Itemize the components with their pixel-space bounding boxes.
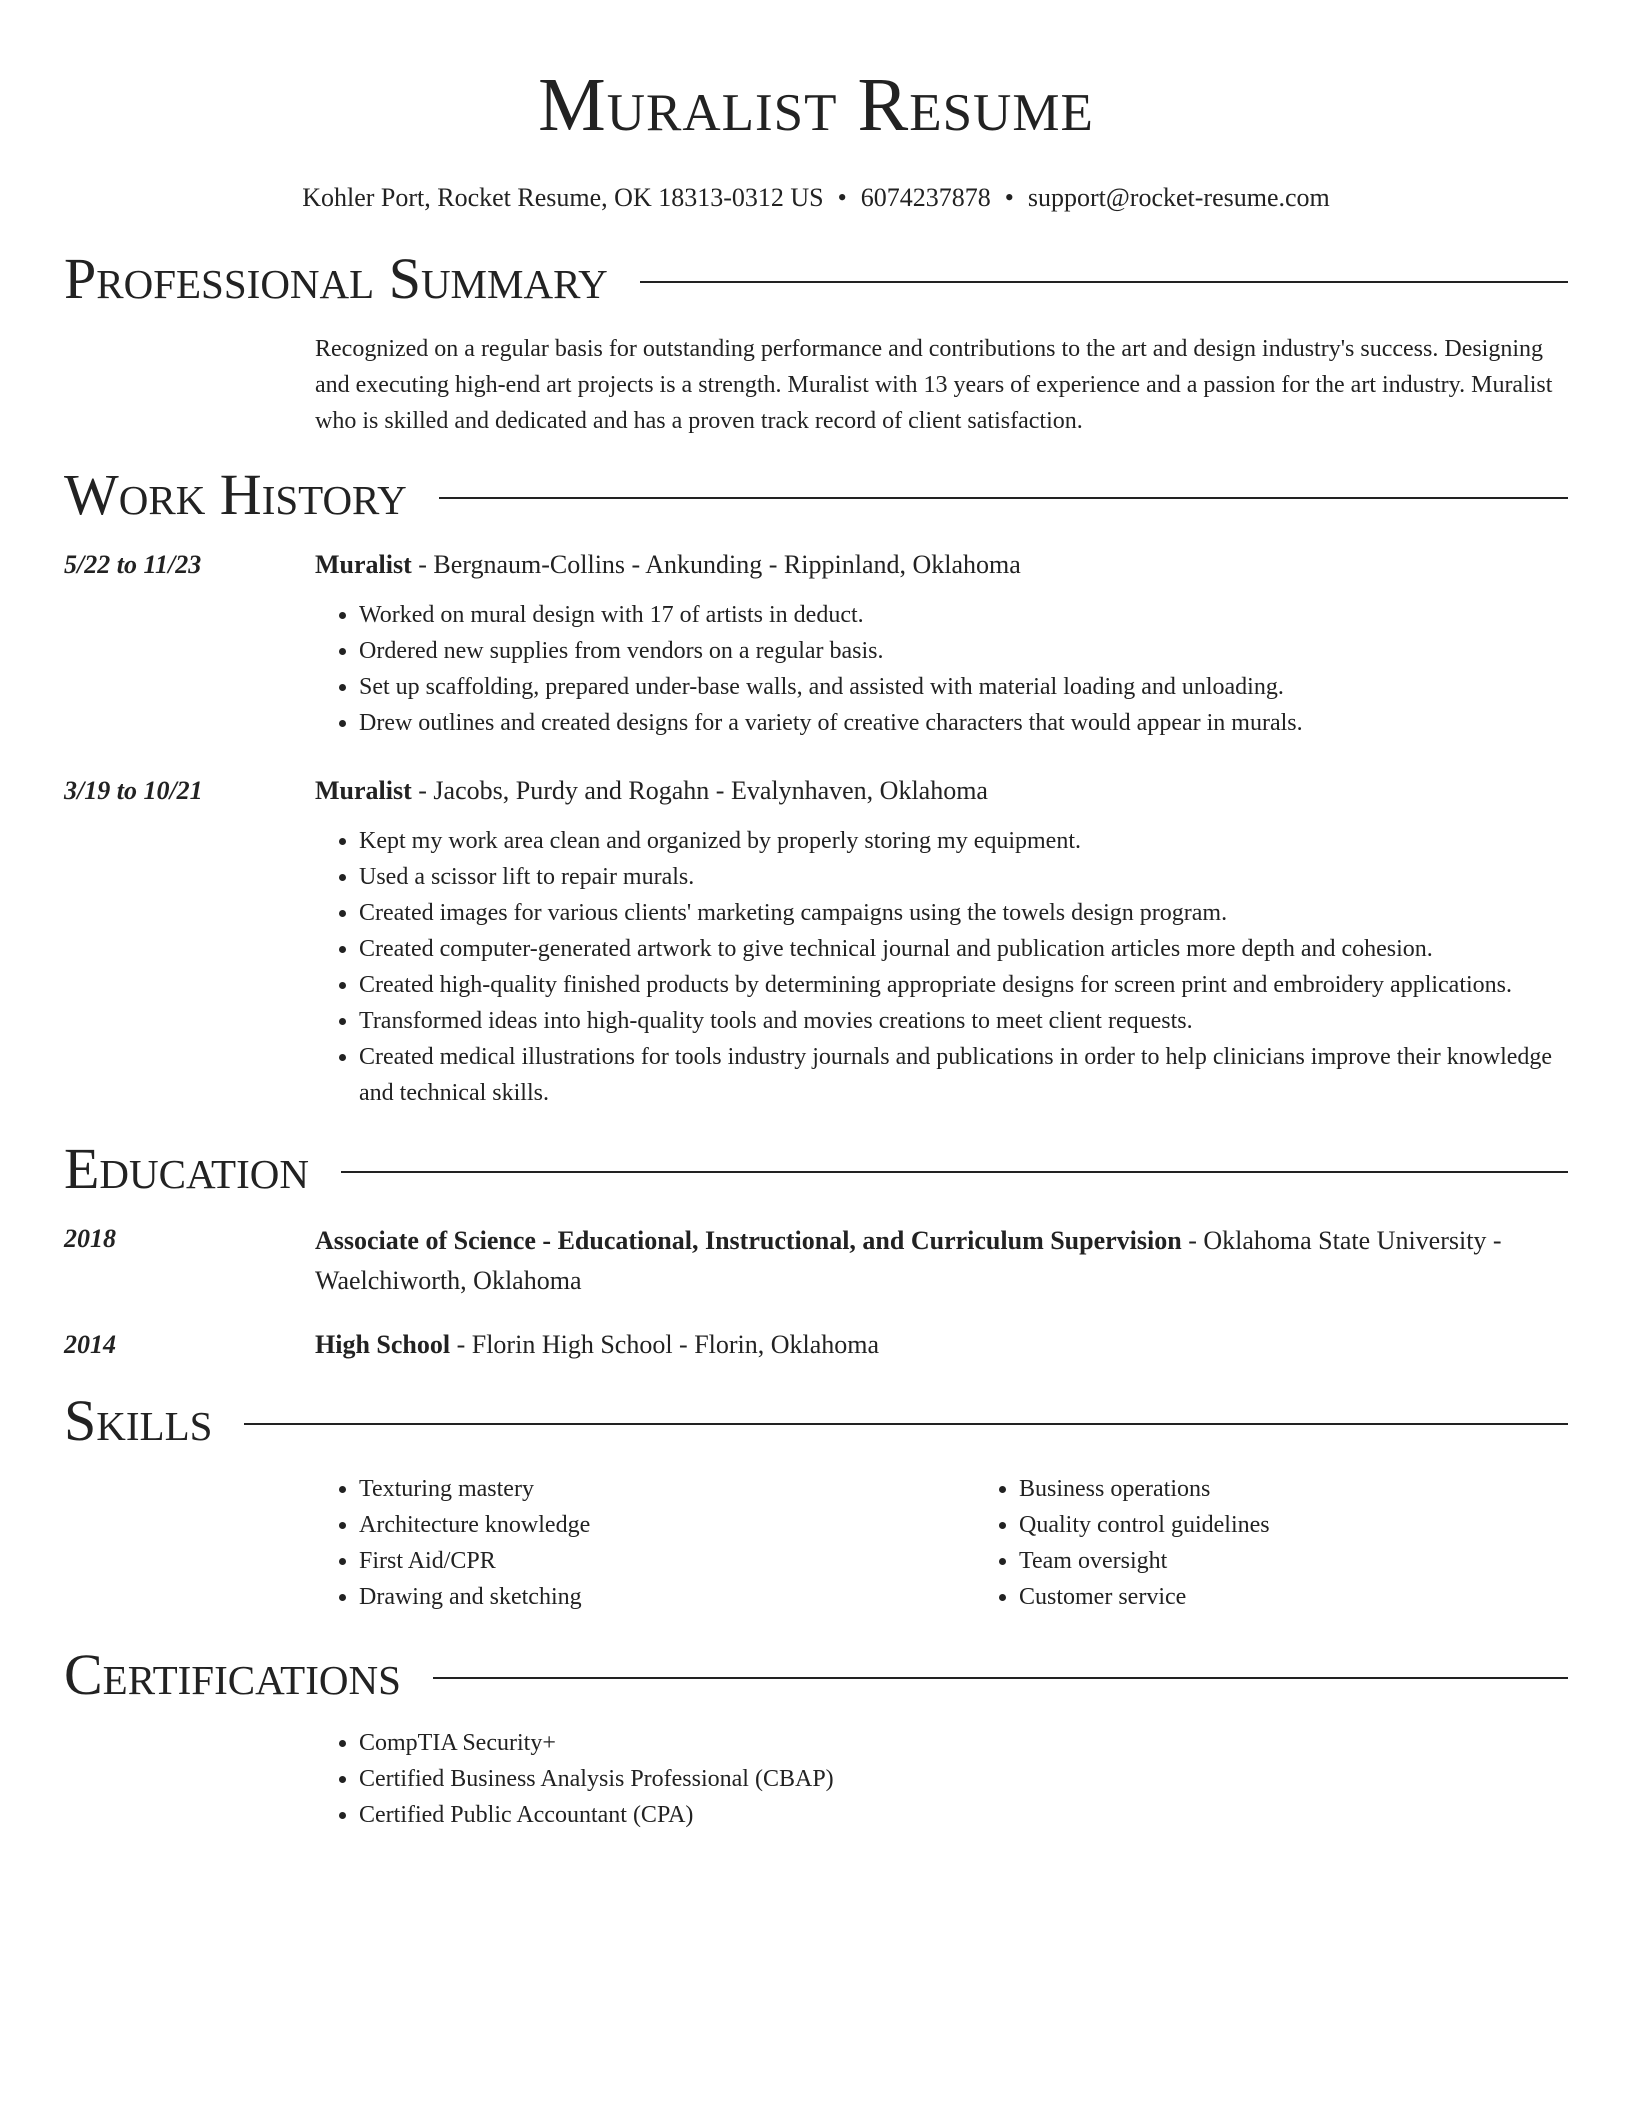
certifications-section-title: Certifications <box>64 1642 401 1707</box>
education-entry <box>64 1327 1568 1363</box>
job-bullets <box>315 597 1568 741</box>
skill-item: • First Aid/CPR <box>359 1543 975 1579</box>
section-divider <box>341 1171 1568 1173</box>
resume-page <box>64 0 1568 1833</box>
job-bullet: • Used a scissor lift to repair murals. <box>359 859 1568 895</box>
skill-item: • Architecture knowledge <box>359 1507 975 1543</box>
job-bullet: • Created high-quality finished products by determining appropriate designs for screen print and embroidery applications. <box>359 967 1568 1003</box>
job-details: - Jacobs, Purdy and Rogahn - Evalynhaven, Oklahoma <box>411 776 988 805</box>
education-year: 2014 <box>64 1330 116 1359</box>
job-bullet: • Created computer-generated artwork to give technical journal and publication articles more depth and cohesion. <box>359 931 1568 967</box>
job-role: Muralist <box>315 550 412 579</box>
education-section-title: Education <box>64 1136 309 1201</box>
job-dates: 5/22 to 11/23 <box>64 550 202 579</box>
summary-section-title: Professional Summary <box>64 246 608 311</box>
job-title-line <box>315 773 1568 809</box>
education-entry <box>64 1221 1568 1301</box>
contact-phone: 6074237878 <box>860 183 991 212</box>
job-bullet: • Ordered new supplies from vendors on a regular basis. <box>359 633 1568 669</box>
job-entry <box>64 773 1568 1111</box>
resume-name: Muralist Resume <box>538 63 1094 147</box>
certifications-section-header <box>64 1643 1568 1707</box>
summary-text: Recognized on a regular basis for outstanding performance and contributions to the art and design industry's success. Designing and executing high-end art projects is a strength. Muralist with 13 years of experience and a passion for the art industry. Muralist who is skilled and dedicated and has a proven track record of client satisfaction. <box>315 336 1553 434</box>
job-role: Muralist <box>315 776 412 805</box>
education-section-header <box>64 1137 1568 1201</box>
skill-item: • Drawing and sketching <box>359 1579 975 1615</box>
job-bullets <box>315 823 1568 1111</box>
contact-separator: • <box>1004 183 1014 212</box>
skill-item: • Texturing mastery <box>359 1471 975 1507</box>
certification-item: • Certified Public Accountant (CPA) <box>359 1797 1568 1833</box>
work-section-header <box>64 463 1568 527</box>
skills-list <box>975 1471 1632 1615</box>
job-bullet: • Created images for various clients' marketing campaigns using the towels design program. <box>359 895 1568 931</box>
skills-list <box>315 1471 975 1615</box>
education-degree: High School <box>315 1330 451 1359</box>
summary-section-header <box>64 247 1568 311</box>
job-details: - Bergnaum-Collins - Ankunding - Rippinland, Oklahoma <box>411 550 1021 579</box>
education-details: - Florin High School - Florin, Oklahoma <box>450 1330 880 1359</box>
job-bullet: • Created medical illustrations for tools industry journals and publications in order to help clinicians improve their knowledge and technical skills. <box>359 1039 1568 1111</box>
certifications-row <box>64 1725 1568 1833</box>
job-bullet: • Drew outlines and created designs for a variety of creative characters that would appear in murals. <box>359 705 1568 741</box>
education-degree: Associate of Science - Educational, Instructional, and Curriculum Supervision <box>315 1226 1182 1255</box>
section-divider <box>439 497 1568 499</box>
skill-item: • Quality control guidelines <box>1019 1507 1632 1543</box>
summary-row <box>64 331 1568 439</box>
education-details: - Oklahoma State University - Waelchiworth, Oklahoma <box>315 1226 1502 1295</box>
section-divider <box>640 281 1568 283</box>
work-section-title: Work History <box>64 462 407 527</box>
skill-item: • Team oversight <box>1019 1543 1632 1579</box>
certifications-list <box>315 1725 1568 1833</box>
contact-address: Kohler Port, Rocket Resume, OK 18313-0312 US <box>302 183 824 212</box>
skills-section-header <box>64 1389 1568 1453</box>
contact-line <box>64 182 1568 214</box>
job-bullet: • Transformed ideas into high-quality tools and movies creations to meet client requests. <box>359 1003 1568 1039</box>
skills-section-title: Skills <box>64 1388 213 1453</box>
section-divider <box>244 1423 1568 1425</box>
job-bullet: • Set up scaffolding, prepared under-base walls, and assisted with material loading and unloading. <box>359 669 1568 705</box>
job-bullet: • Kept my work area clean and organized by properly storing my equipment. <box>359 823 1568 859</box>
contact-email: support@rocket-resume.com <box>1027 183 1330 212</box>
contact-separator: • <box>837 183 847 212</box>
skills-row <box>64 1471 1568 1615</box>
certification-item: • CompTIA Security+ <box>359 1725 1568 1761</box>
skill-item: • Customer service <box>1019 1579 1632 1615</box>
job-entry <box>64 547 1568 741</box>
certification-item: • Certified Business Analysis Professional (CBAP) <box>359 1761 1568 1797</box>
section-divider <box>433 1677 1568 1679</box>
job-bullet: • Worked on mural design with 17 of artists in deduct. <box>359 597 1568 633</box>
job-title-line <box>315 547 1568 583</box>
job-dates: 3/19 to 10/21 <box>64 776 203 805</box>
education-year: 2018 <box>64 1224 116 1253</box>
skill-item: • Business operations <box>1019 1471 1632 1507</box>
